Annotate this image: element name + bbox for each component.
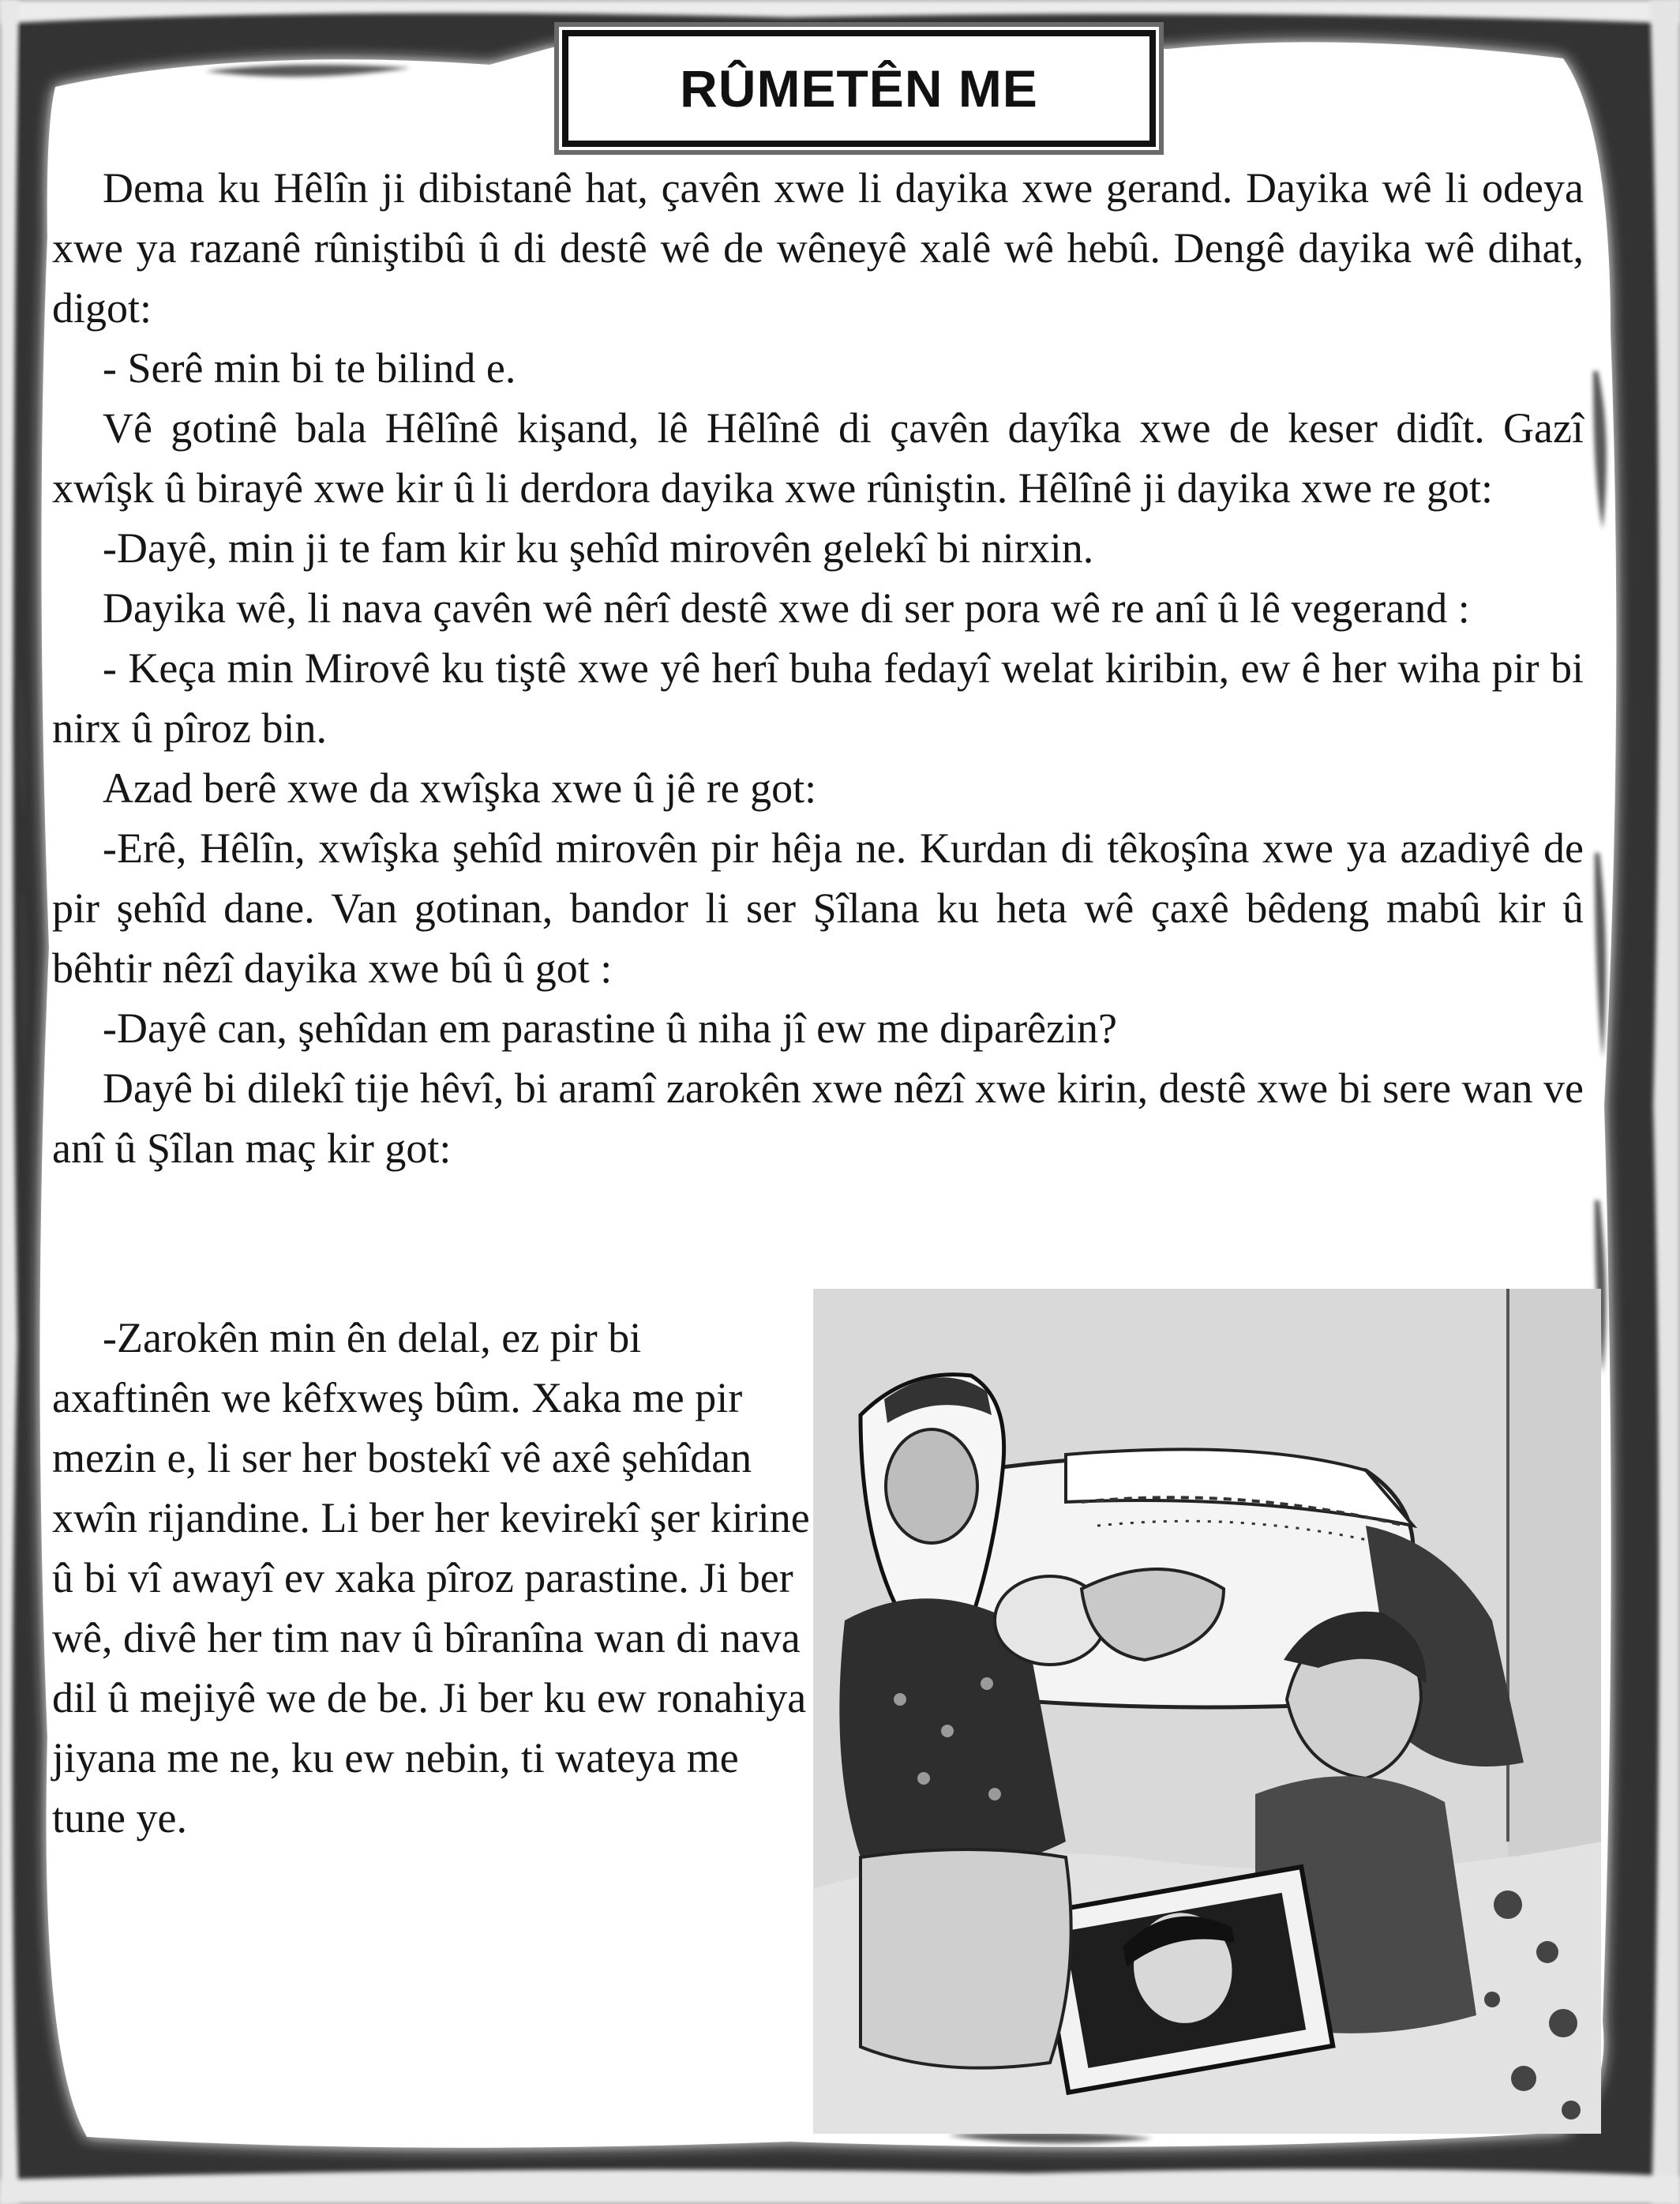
illustration-drawing bbox=[813, 1289, 1601, 2134]
story-body bbox=[52, 158, 1584, 1178]
paragraph: -Dayê, min ji te fam kir ku şehîd mirovên gelekî bi nirxin. bbox=[103, 524, 1094, 572]
page-title: RÛMETÊN ME bbox=[680, 59, 1038, 118]
paragraph: Dema ku Hêlîn ji dibistanê hat, çavên xwe li dayika xwe gerand. Dayika wê li odeya xwe ya razanê rûniştibû û di destê wê de wêneyê xalê wê hebû. Dengê dayika wê dihat, digot: bbox=[52, 164, 1584, 332]
paragraph: Dayika wê, li nava çavên wê nêrî destê xwe di ser pora wê re anî û lê vegerand : bbox=[103, 584, 1470, 632]
closing-text bbox=[52, 1308, 810, 1848]
paragraph: Dayê bi dilekî tije hêvî, bi aramî zarokên xwe nêzî xwe kirin, destê xwe bi sere wan ve anî û Şîlan maç kir got: bbox=[52, 1064, 1584, 1172]
paragraph: -Erê, Hêlîn, xwîşka şehîd mirovên pir hêja ne. Kurdan di têkoşîna xwe ya azadiyê de pir şehîd dane. Van gotinan, bandor li ser Şîlana ku heta wê çaxê bêdeng mabû kir û bêhtir nêzî dayika xwe bû û got : bbox=[52, 824, 1584, 992]
family-illustration bbox=[813, 1289, 1601, 2134]
paragraph: -Dayê can, şehîdan em parastine û niha jî ew me diparêzin? bbox=[103, 1004, 1117, 1052]
paragraph: Vê gotinê bala Hêlînê kişand, lê Hêlînê di çavên dayîka xwe de keser didît. Gazî xwîşk û birayê xwe kir û li derdora dayika xwe rûniştin. Hêlînê ji dayika xwe re got: bbox=[52, 404, 1584, 512]
paragraph: -Zarokên min ên delal, ez pir bi axaftinên we kêfxweş bûm. Xaka me pir mezin e, li ser her bostekî vê axê şehîdan xwîn rijandine. Li ber her kevirekî şer kirine û bi vî awayî ev xaka pîroz parastine. Ji ber wê, divê her tim nav û bîranîna wan di nava dil û mejiyê we de be. Ji ber ku ew ronahiya jiyana me ne, ku ew nebin, ti wateya me tune ye. bbox=[52, 1314, 810, 1842]
title-box bbox=[562, 30, 1156, 147]
paragraph: Azad berê xwe da xwîşka xwe û jê re got: bbox=[103, 764, 817, 812]
paragraph: - Keça min Mirovê ku tiştê xwe yê herî buha fedayî welat kiribin, ew ê her wiha pir bi nirx û pîroz bin. bbox=[52, 644, 1584, 752]
paragraph: - Serê min bi te bilind e. bbox=[103, 344, 516, 392]
